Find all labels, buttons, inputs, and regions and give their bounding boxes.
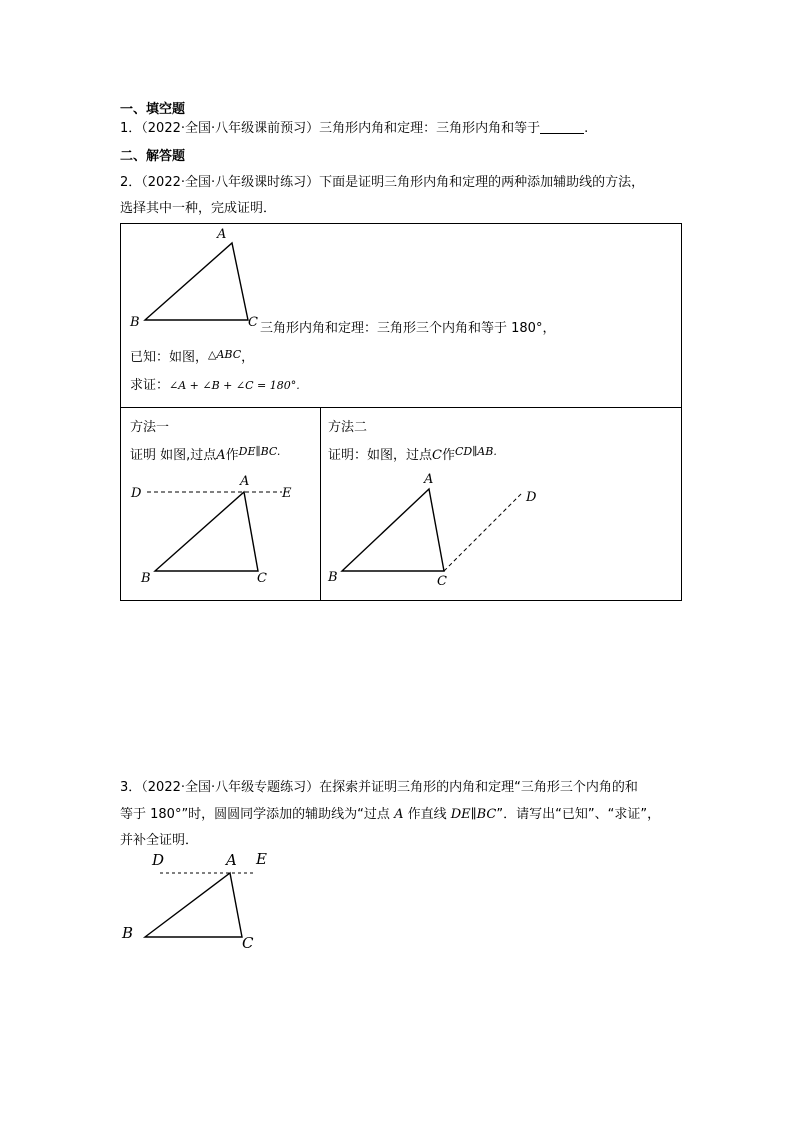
question-2-line-2: 选择其中一种，完成证明． bbox=[120, 201, 277, 216]
proof-point: A bbox=[216, 448, 226, 463]
method-1-figure bbox=[120, 470, 320, 590]
question-3-figure bbox=[120, 848, 300, 958]
proof-label: 证明：如图，过点 bbox=[328, 448, 433, 463]
label-a: A bbox=[226, 851, 237, 869]
label-e: E bbox=[282, 486, 292, 501]
given-label: 已知：如图， bbox=[130, 350, 209, 365]
label-e: E bbox=[256, 850, 267, 868]
theorem-statement: 三角形内角和定理：三角形三个内角和等于 180°， bbox=[260, 321, 556, 336]
proof-point: C bbox=[432, 448, 442, 463]
label-a: A bbox=[217, 227, 227, 242]
text-segment: 等于 180°”时，圆圆同学添加的辅助线为“过点 bbox=[120, 807, 395, 822]
method-2-title: 方法二 bbox=[328, 420, 368, 435]
question-source: （2022·全国·八年级课时练习） bbox=[141, 175, 320, 190]
question-number: 2． bbox=[120, 175, 142, 190]
question-end: . bbox=[584, 121, 589, 136]
label-c: C bbox=[257, 571, 267, 586]
label-c: C bbox=[242, 934, 254, 952]
proof-label: 证明 如图,过点 bbox=[130, 448, 217, 463]
point-a: A bbox=[394, 807, 404, 822]
proof-line: CD∥AB. bbox=[454, 445, 497, 458]
prove-label: 求证： bbox=[130, 378, 170, 393]
label-c: C bbox=[437, 574, 447, 589]
proof-line: DE∥BC. bbox=[238, 445, 281, 458]
section-heading-fill-blank: 一、填空题 bbox=[120, 102, 186, 117]
label-a: A bbox=[424, 472, 434, 487]
given-statement bbox=[130, 346, 254, 365]
question-2-line-1 bbox=[120, 171, 644, 190]
question-source: （2022·全国·八年级专题练习） bbox=[141, 780, 320, 795]
label-d: D bbox=[526, 490, 537, 505]
method-1-proof bbox=[130, 444, 280, 463]
question-source: （2022·全国·八年级课前预习） bbox=[141, 121, 320, 136]
question-text: 三角形内角和定理：三角形内角和等于 bbox=[319, 121, 541, 136]
question-text: 在探索并证明三角形的内角和定理“三角形三个内角的和 bbox=[319, 780, 638, 795]
question-number: 1． bbox=[120, 121, 142, 136]
prove-math: ∠A + ∠B + ∠C = 180°. bbox=[169, 379, 300, 392]
question-3-line-3: 并补全证明． bbox=[120, 833, 199, 848]
question-3-line-1 bbox=[120, 776, 638, 795]
method-2-proof bbox=[328, 444, 497, 463]
question-text: 下面是证明三角形内角和定理的两种添加辅助线的方法， bbox=[319, 175, 645, 190]
given-math: △ABC bbox=[208, 348, 242, 361]
question-1 bbox=[120, 117, 588, 136]
label-d: D bbox=[152, 851, 165, 869]
text-segment: 作直线 bbox=[403, 807, 451, 822]
proof-verb: 作 bbox=[441, 448, 455, 463]
prove-statement bbox=[130, 374, 300, 393]
question-3-line-2 bbox=[120, 803, 660, 822]
answer-blank[interactable] bbox=[540, 121, 584, 134]
line-de-bc: DE∥BC bbox=[450, 807, 497, 822]
section-heading-answer: 二、解答题 bbox=[120, 149, 186, 164]
label-b: B bbox=[122, 924, 134, 942]
label-b: B bbox=[328, 570, 338, 585]
table-divider-horizontal bbox=[120, 407, 682, 408]
proof-verb: 作 bbox=[225, 448, 239, 463]
label-b: B bbox=[130, 315, 140, 330]
method-1-title: 方法一 bbox=[130, 420, 170, 435]
given-end: ， bbox=[241, 350, 255, 365]
label-d: D bbox=[131, 486, 142, 501]
label-c: C bbox=[248, 315, 258, 330]
question-number: 3． bbox=[120, 780, 142, 795]
label-a: A bbox=[240, 474, 250, 489]
text-segment: ”．请写出“已知”、“求证”， bbox=[496, 807, 661, 822]
label-b: B bbox=[141, 571, 151, 586]
method-2-figure bbox=[320, 465, 560, 595]
